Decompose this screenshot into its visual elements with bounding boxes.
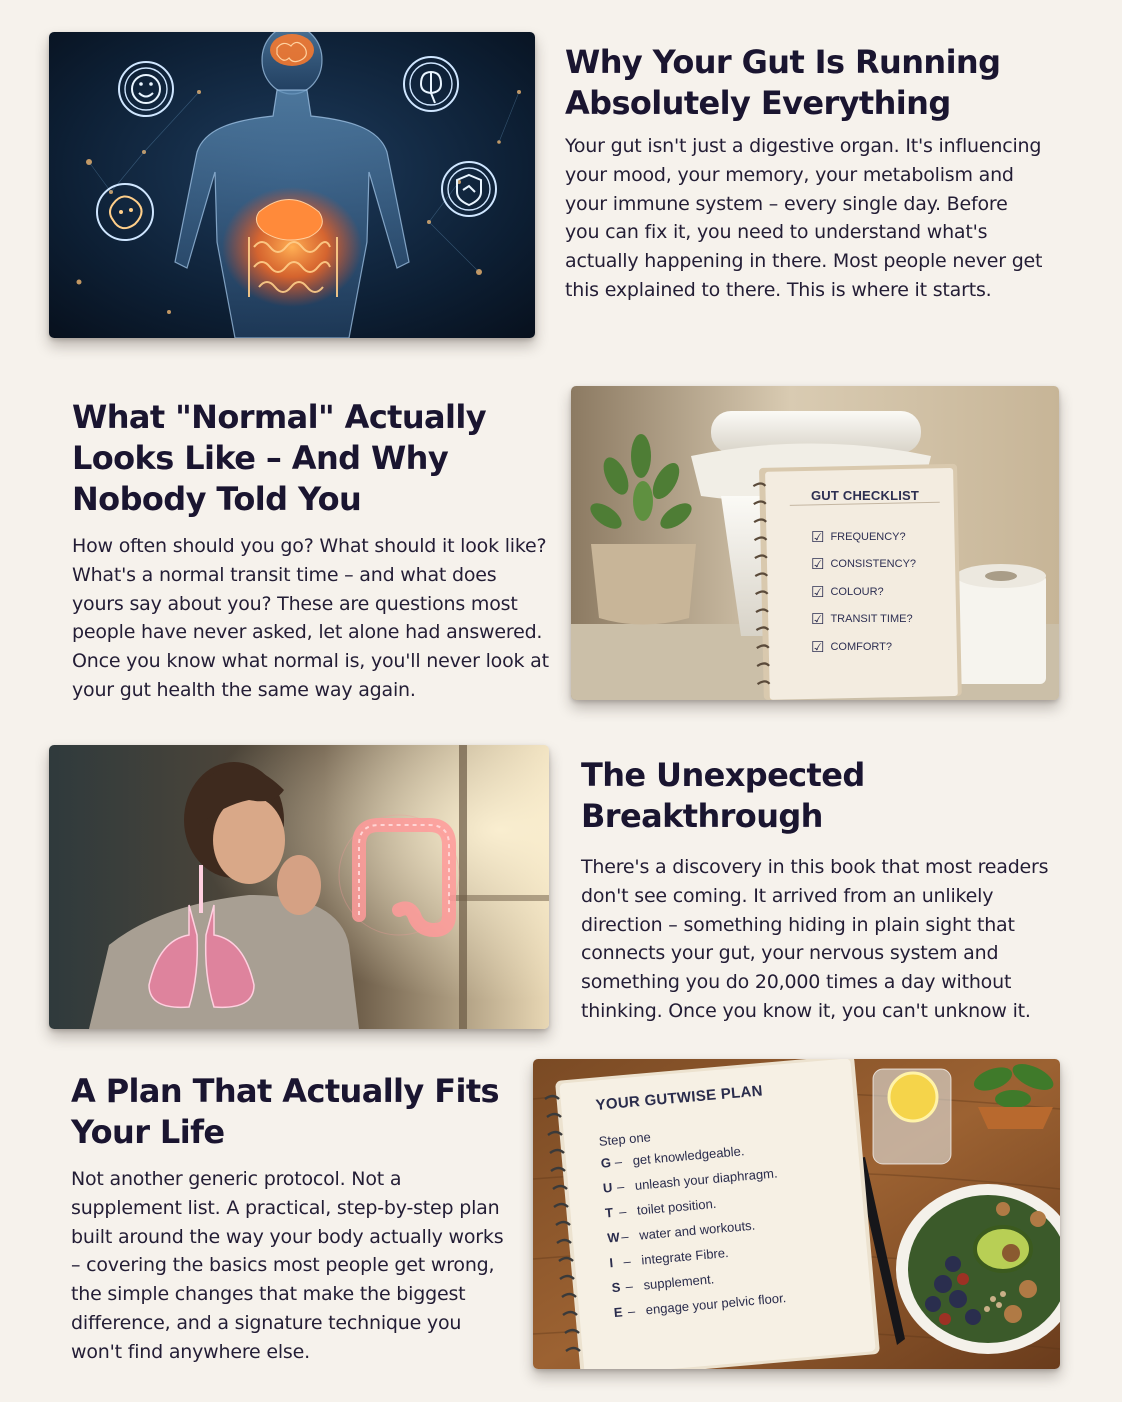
checkbox-checked-icon: ☑	[811, 556, 825, 574]
plan-item-dash: –	[618, 1203, 627, 1220]
checklist-item-label: COMFORT?	[830, 640, 892, 653]
checklist-item-label: CONSISTENCY?	[830, 558, 917, 571]
checklist-item-label: COLOUR?	[830, 585, 884, 598]
gutwise-plan-step: Step one	[598, 1129, 652, 1149]
section-2-body: How often should you go? What should it look like? What's a normal transit time – and what does yours say about you? These are questions most people have never asked, let alone had answered. Once you know what normal is, you'll never look at your gut health the same way again.	[72, 535, 549, 701]
section-3-heading: The Unexpected Breakthrough	[581, 756, 865, 835]
plan-item-text: get knowledgeable.	[632, 1143, 745, 1168]
plan-item-letter: G	[600, 1154, 612, 1171]
checkbox-checked-icon: ☑	[811, 638, 825, 656]
section-1-text	[565, 42, 1045, 305]
plan-item-text: unleash your diaphragm.	[634, 1165, 779, 1193]
checkbox-checked-icon: ☑	[811, 583, 825, 601]
plan-item-dash: –	[620, 1228, 630, 1245]
plan-item-text: supplement.	[642, 1271, 715, 1293]
plan-item-letter: U	[602, 1179, 613, 1196]
plan-item-letter: I	[608, 1255, 614, 1271]
section-2-heading: What "Normal" Actually Looks Like – And Why Nobody Told You	[72, 398, 487, 518]
checklist-item	[811, 578, 961, 606]
plan-item-text: integrate Fibre.	[640, 1244, 730, 1268]
plan-item-dash: –	[616, 1178, 625, 1195]
gutwise-plan-title: YOUR GUTWISE PLAN	[595, 1082, 764, 1114]
checkbox-checked-icon: ☑	[811, 528, 825, 546]
plan-item-text: water and workouts.	[638, 1217, 756, 1243]
toilet-checklist-photo	[571, 386, 1059, 700]
section-4-heading: A Plan That Actually Fits Your Life	[71, 1072, 500, 1151]
checklist-item	[811, 606, 961, 634]
plan-item-dash: –	[614, 1153, 623, 1170]
checklist-item-label: FREQUENCY?	[830, 530, 906, 543]
plan-item-letter: E	[613, 1304, 624, 1321]
gut-checklist-title: GUT CHECKLIST	[811, 488, 920, 503]
gutwise-plan-notebook-photo	[533, 1059, 1060, 1369]
gut-checklist	[811, 488, 961, 661]
checklist-item-label: TRANSIT TIME?	[830, 613, 913, 626]
plan-item-letter: W	[606, 1229, 621, 1246]
checklist-item	[811, 523, 961, 551]
section-1-body: Your gut isn't just a digestive organ. It's influencing your mood, your memory, your metabolism and your immune system – every single day. Before you can fix it, you need to understand what's actually happening in there. Most people never get this explained to there. This is where it starts.	[565, 135, 1043, 301]
section-3-body: There's a discovery in this book that most readers don't see coming. It arrived from an unlikely direction – something hiding in plain sight that connects your gut, your nervous system and something you do 20,000 times a day without thinking. Once you know it, you can't unknow it.	[581, 856, 1049, 1022]
gutwise-plan-note	[595, 1075, 864, 1323]
checkbox-checked-icon: ☑	[811, 611, 825, 629]
plan-item-dash: –	[622, 1253, 632, 1270]
checklist-item	[811, 633, 961, 661]
plan-item-dash: –	[624, 1278, 634, 1295]
section-3-text	[581, 755, 1051, 1026]
section-1-heading: Why Your Gut Is Running Absolutely Everything	[565, 43, 1001, 122]
plan-item-dash: –	[627, 1303, 636, 1319]
section-4-body: Not another generic protocol. Not a supplement list. A practical, step-by-step plan built around the way your body actually works – covering the basics most people get wrong, the simple changes that make the biggest difference, and a signature technique you won't find anywhere else.	[71, 1168, 504, 1363]
plan-item-letter: T	[604, 1204, 614, 1221]
plan-item-text: engage your pelvic floor.	[645, 1290, 787, 1318]
woman-lungs-colon-photo	[49, 745, 549, 1029]
plan-item-letter: S	[611, 1279, 621, 1296]
section-4-text	[71, 1071, 511, 1367]
plan-item-text: toilet position.	[636, 1195, 717, 1218]
section-2-text	[72, 397, 550, 705]
gut-body-illustration	[49, 32, 535, 338]
checklist-item	[811, 551, 961, 579]
